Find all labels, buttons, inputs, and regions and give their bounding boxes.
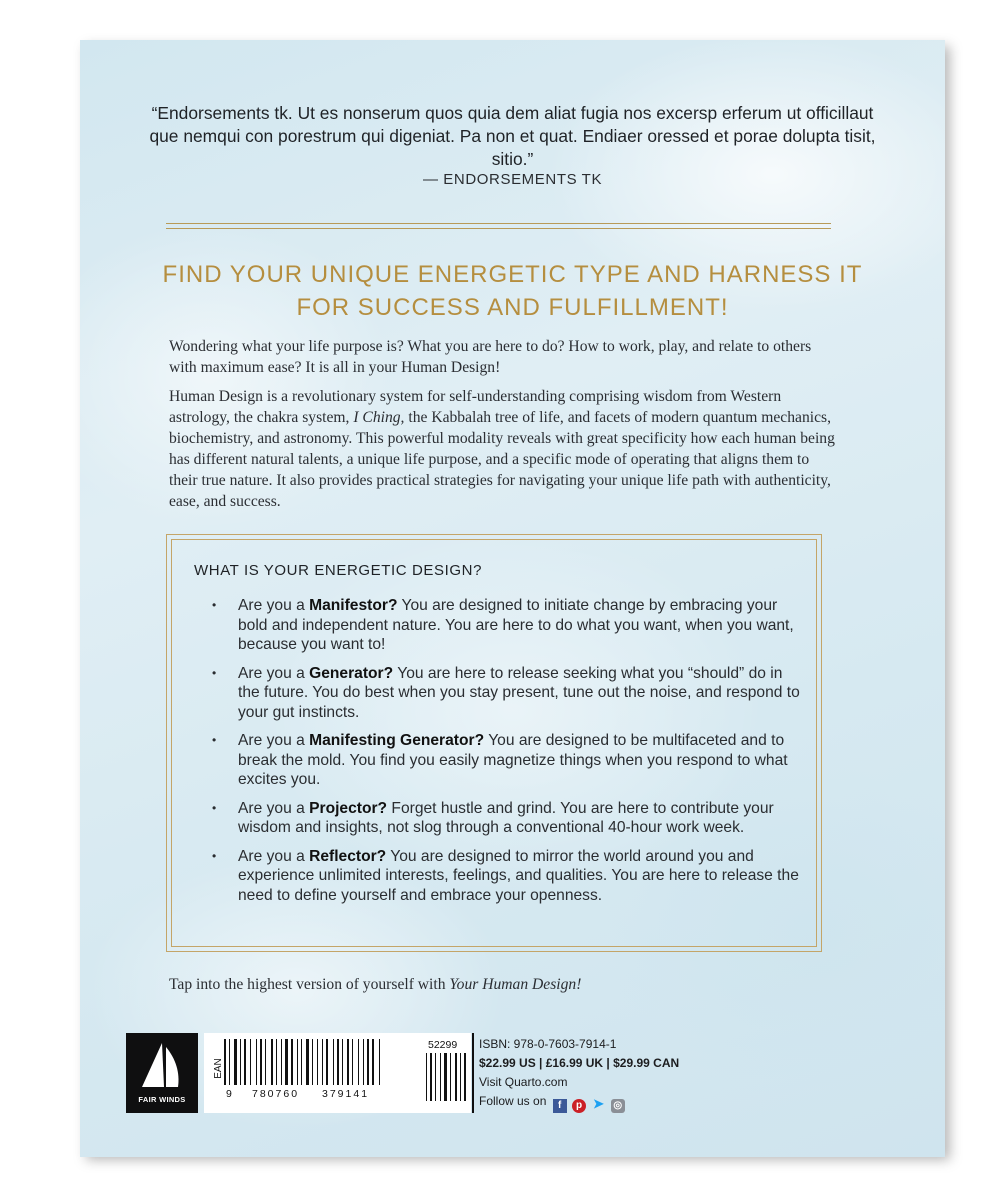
sailboat-icon	[126, 1033, 198, 1093]
ean-label: EAN	[212, 1058, 224, 1079]
barcode-digit-first: 9	[226, 1088, 232, 1100]
list-item: • Are you a Reflector? You are designed to mirror the world around you and experience unlimited interests, feelings, and qualities. You are here to release the need to define yourself and embrace your openness.	[212, 847, 799, 904]
barcode-digits-2: 379141	[322, 1088, 370, 1100]
barcode-addon-number: 52299	[428, 1039, 458, 1051]
endorsement-attribution: — ENDORSEMENTS TK	[422, 171, 603, 188]
energetic-design-box	[166, 534, 822, 952]
tagline: Tap into the highest version of yourself with Your Human Design!	[169, 976, 582, 993]
follow-label: Follow us on	[479, 1094, 547, 1108]
twitter-icon[interactable]: ➤	[592, 1096, 604, 1111]
barcode-digits-1: 780760	[252, 1088, 300, 1100]
instagram-icon[interactable]: ◎	[611, 1099, 625, 1113]
social-icons	[553, 1095, 627, 1114]
design-type-list	[195, 596, 805, 914]
i-ching-title: I Ching,	[353, 409, 405, 426]
intro-paragraph-2: Human Design is a revolutionary system for self-understanding comprising wisdom from Western astrology, the chakra system, I Ching, the Kabbalah tree of life, and facets of modern quantum mechanics, biochemistry, and astronomy. This powerful modality reveals with great specificity how each human being has different natural talents, a unique life purpose, and a specific mode of operating that aligns them to their true nature. It also provides practical strategies for navigating your unique life path with authenticity, ease, and success.	[169, 388, 835, 510]
publication-info	[479, 1035, 679, 1114]
follow-row	[479, 1092, 679, 1114]
barcode-bars	[204, 1033, 471, 1113]
isbn: ISBN: 978-0-7603-7914-1	[479, 1037, 617, 1051]
list-item: • Are you a Projector? Forget hustle and grind. You are here to contribute your wisdom and insights, not slog through a conventional 40-hour work week.	[212, 799, 774, 836]
list-item: • Are you a Manifesting Generator? You are designed to be multifaceted and to break the mold. You find you easily magnetize things when you respond to what excites you.	[212, 732, 788, 788]
list-item: • Are you a Generator? You are here to release seeking what you “should” do in the future. You do best when you stay present, tune out the noise, and respond to your gut instincts.	[212, 664, 800, 721]
endorsement-quote: “Endorsements tk. Ut es nonserum quos quia dem aliat fugia nos excersp erferum ut officillaut que nemqui con porestrum qui digeniat. Pa non et quat. Endiaer oressed et porae dolupta tisit, sitio.”	[149, 103, 876, 169]
publisher-name: FAIR WINDS	[138, 1095, 186, 1104]
website-link[interactable]: Visit Quarto.com	[479, 1075, 568, 1089]
barcode	[204, 1033, 471, 1113]
list-item: • Are you a Manifestor? You are designed to initiate change by embracing your bold and independent nature. You are here to do what you want, when you want, because you want to!	[212, 597, 794, 653]
price: $22.99 US | £16.99 UK | $29.99 CAN	[479, 1056, 680, 1070]
intro-text	[169, 336, 839, 520]
pinterest-icon[interactable]: p	[572, 1099, 586, 1113]
gold-divider	[166, 223, 831, 229]
headline: FIND YOUR UNIQUE ENERGETIC TYPE AND HARNESS IT FOR SUCCESS AND FULFILLMENT!	[162, 261, 863, 321]
book-back-cover	[80, 40, 945, 1157]
book-title: Your Human Design!	[449, 976, 582, 993]
box-title: WHAT IS YOUR ENERGETIC DESIGN?	[194, 562, 483, 579]
intro-paragraph-1: Wondering what your life purpose is? What you are here to do? How to work, play, and relate to others with maximum ease? It is all in your Human Design!	[169, 338, 812, 376]
facebook-icon[interactable]: f	[553, 1099, 567, 1113]
info-separator	[472, 1033, 474, 1113]
publisher-logo	[126, 1033, 198, 1113]
